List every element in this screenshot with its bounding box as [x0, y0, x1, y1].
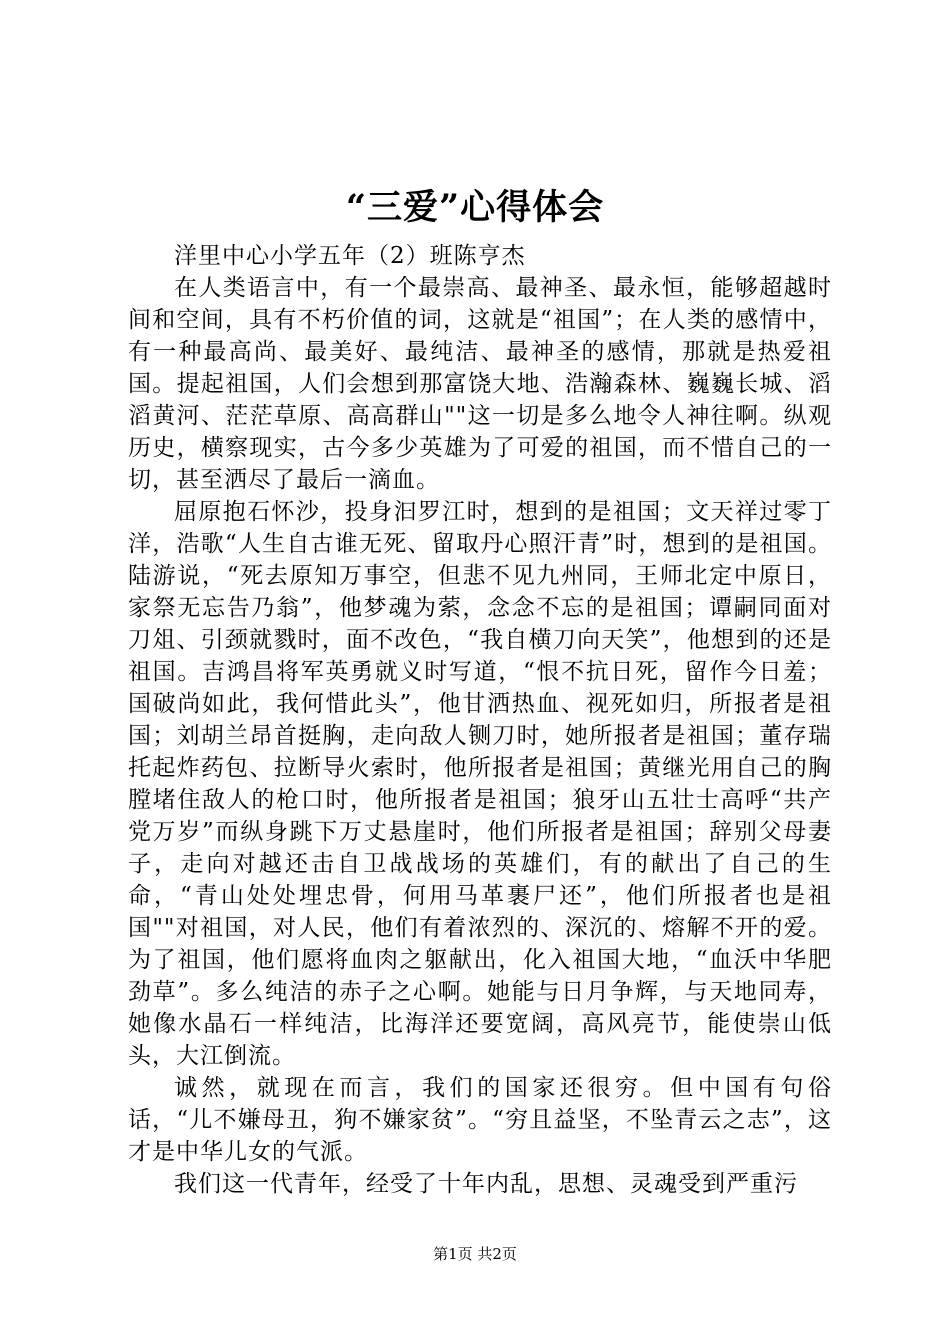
document-body [128, 240, 832, 1200]
paragraph-4: 我们这一代青年，经受了十年内乱，思想、灵魂受到严重污 [174, 1171, 798, 1197]
paragraph-3: 诚然，就现在而言，我们的国家还很穷。但中国有句俗话，“儿不嫌母丑，狗不嫌家贫”。“穷且益坚，不坠青云之志”，这才是中华儿女的气派。 [128, 1075, 832, 1165]
paragraph-1: 在人类语言中，有一个最崇高、最神圣、最永恒，能够超越时间和空间，具有不朽价值的词，这就是“祖国”；在人类的感情中，有一种最高尚、最美好、最纯洁、最神圣的感情，那就是热爱祖国。提起祖国，人们会想到那富饶大地、浩瀚森林、巍巍长城、滔滔黄河、茫茫草原、高高群山""这一切是多么地令人神往啊。纵观历史，横察现实，古今多少英雄为了可爱的祖国，而不惜自己的一切，甚至洒尽了最后一滴血。 [128, 275, 832, 493]
author-line: 洋里中心小学五年（2）班陈亨杰 [174, 243, 526, 269]
paragraph-2: 屈原抱石怀沙，投身汩罗江时，想到的是祖国；文天祥过零丁洋，浩歌“人生自古谁无死、留取丹心照汗青”时，想到的是祖国。陆游说，“死去原知万事空，但悲不见九州同，王师北定中原日，家祭无忘告乃翁”，他梦魂为萦，念念不忘的是祖国；谭嗣同面对刀俎、引颈就戮时，面不改色，“我自横刀向天笑”，他想到的还是祖国。吉鸿昌将军英勇就义时写道，“恨不抗日死，留作今日羞；国破尚如此，我何惜此头”，他甘洒热血、视死如归，所报者是祖国；刘胡兰昂首挺胸，走向敌人铡刀时，她所报者是祖国；董存瑞托起炸药包、拉断导火索时，他所报者是祖国；黄继光用自己的胸膛堵住敌人的枪口时，他所报者是祖国；狼牙山五壮士高呼“共产党万岁”而纵身跳下万丈悬崖时，他们所报者是祖国；辞别父母妻子，走向对越还击自卫战战场的英雄们，有的献出了自己的生命，“青山处处埋忠骨，何用马革裹尸还”，他们所报者也是祖国""对祖国，对人民，他们有着浓烈的、深沉的、熔解不开的爱。为了祖国，他们愿将血肉之躯献出，化入祖国大地，“血沃中华肥劲草”。多么纯洁的赤子之心啊。她能与日月争辉，与天地同寿，她像水晶石一样纯洁，比海洋还要宽阔，高风亮节，能使崇山低头，大江倒流。 [128, 499, 832, 1069]
document-title: “三爱”心得体会 [345, 187, 605, 228]
page-number-footer: 第1页 共2页 [433, 1245, 517, 1263]
